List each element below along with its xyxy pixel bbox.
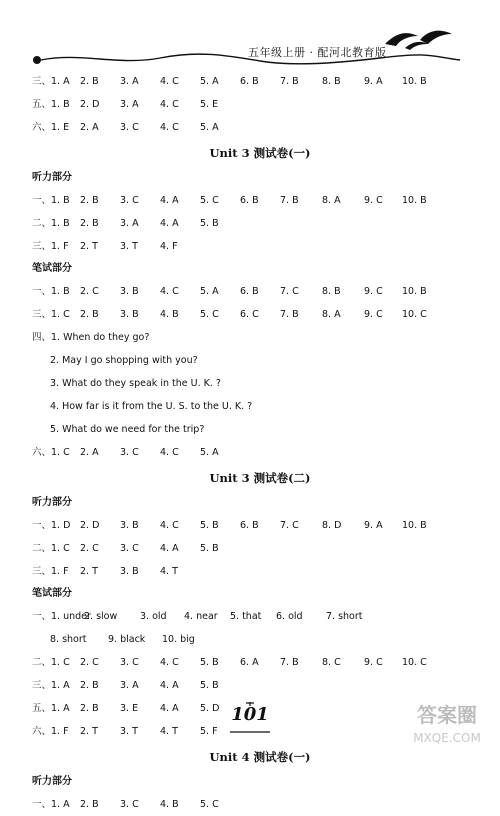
answer-item: 5. C [200, 309, 219, 320]
answer-item: 2. slow [84, 611, 118, 622]
page-header [0, 0, 500, 72]
answer-item: 7. short [326, 611, 363, 622]
answer-item: 4. near [184, 611, 218, 622]
header-title: 五年级上册 · 配河北教育版 [248, 46, 387, 59]
answer-item: 8. D [322, 520, 342, 531]
answer-item: 1. B [51, 99, 70, 110]
question-number: 二、 [32, 218, 52, 229]
answer-row [32, 93, 482, 116]
answer-item: 3. T [120, 241, 138, 252]
answer-item: 4. A [160, 543, 179, 554]
answer-item: 1. A [51, 680, 70, 691]
answer-item: 2. A [80, 122, 99, 133]
answer-item: 5. A [200, 76, 219, 87]
answer-item: 5. B [200, 218, 219, 229]
answer-item: 3. C [120, 195, 139, 206]
question-number: 一、 [32, 799, 52, 810]
answer-item: 1. B [51, 286, 70, 297]
answer-item: 4. T [160, 566, 178, 577]
answer-item: 8. B [322, 286, 341, 297]
answer-item: 2. T [80, 241, 98, 252]
question-number: 五、 [32, 703, 52, 714]
answer-item: 5. C [200, 799, 219, 810]
answer-row [32, 605, 482, 628]
answer-item: 4. A [160, 195, 179, 206]
answer-item: 2. D [80, 520, 100, 531]
svg-text:MXQE.COM: MXQE.COM [413, 731, 481, 745]
answer-item: 2. B [80, 195, 99, 206]
answer-row [32, 303, 482, 326]
question-number: 一、 [32, 520, 52, 531]
answer-row [32, 441, 482, 464]
answer-item: 5. C [200, 195, 219, 206]
answer-item: 5. A [200, 447, 219, 458]
answer-row [32, 674, 482, 697]
bullet-dot-icon [33, 56, 41, 64]
answer-item: 2. C [80, 543, 99, 554]
answer-item: 3. B [120, 566, 139, 577]
question-number: 三、 [32, 241, 52, 252]
answer-item: 9. black [108, 634, 146, 645]
answer-item: 1. C [51, 657, 70, 668]
answer-item: 5. A [200, 122, 219, 133]
answer-item: 4. A [160, 680, 179, 691]
answer-item: 8. A [322, 309, 341, 320]
answer-item: 4. C [160, 286, 179, 297]
answer-row [32, 235, 482, 258]
question-number: 三、 [32, 680, 52, 691]
answer-item: 7. B [280, 657, 299, 668]
answer-item: 5. B [200, 657, 219, 668]
answer-item: 5. D [200, 703, 220, 714]
answer-item: 3. E [120, 703, 139, 714]
answer-sentence: 2. May I go shopping with you? [50, 355, 198, 366]
answer-item: 4. A [160, 703, 179, 714]
answer-item: 6. B [240, 286, 259, 297]
answer-item: 8. C [322, 657, 341, 668]
answer-item: 2. B [80, 680, 99, 691]
answer-item: 10. B [402, 76, 427, 87]
answer-item: 1. C [51, 447, 70, 458]
header-decoration [0, 0, 500, 72]
answer-item: 9. C [364, 657, 383, 668]
answer-item: 4. C [160, 76, 179, 87]
question-number: 三、 [32, 309, 52, 320]
answer-item: 4. C [160, 520, 179, 531]
birds-icon [385, 31, 452, 50]
answer-item: 9. C [364, 286, 383, 297]
answer-row [32, 70, 482, 93]
answer-sentence: 5. What do we need for the trip? [50, 424, 205, 435]
test-title: Unit 3 测试卷(一) [209, 146, 311, 160]
answer-item: 1. C [51, 543, 70, 554]
answer-row [32, 628, 482, 651]
question-number: 一、 [32, 611, 52, 622]
answer-item: 2. B [80, 309, 99, 320]
answer-item: 1. F [51, 566, 69, 577]
answer-item: 7. C [280, 520, 299, 531]
answer-item: 1. D [51, 520, 71, 531]
answer-item: 3. C [120, 543, 139, 554]
answer-item: 2. T [80, 566, 98, 577]
answer-item: 9. A [364, 76, 383, 87]
question-number: 二、 [32, 543, 52, 554]
answer-item: 1. F [51, 241, 69, 252]
test-title: Unit 3 测试卷(二) [209, 471, 311, 485]
answer-item: 10. B [402, 520, 427, 531]
answer-row [32, 537, 482, 560]
question-number: 一、 [32, 286, 52, 297]
question-number: 二、 [32, 657, 52, 668]
question-number: 三、 [32, 566, 52, 577]
answer-item: 3. A [120, 99, 139, 110]
answer-item: 1. E [51, 122, 70, 133]
section-subtitle: 笔试部分 [32, 588, 72, 599]
answer-item: 1. A [51, 76, 70, 87]
answer-item: 3. C [120, 447, 139, 458]
answer-sentence: 四、1. When do they go? [32, 332, 150, 343]
answer-item: 10. B [402, 195, 427, 206]
answer-item: 5. B [200, 680, 219, 691]
answer-row [32, 280, 482, 303]
answer-item: 6. B [240, 520, 259, 531]
answer-item: 10. C [402, 309, 427, 320]
answer-item: 10. C [402, 657, 427, 668]
answer-item: 1. A [51, 703, 70, 714]
answer-item: 5. A [200, 286, 219, 297]
answer-item: 1. F [51, 726, 69, 737]
answer-item: 4. B [160, 799, 179, 810]
answer-item: 6. B [240, 195, 259, 206]
question-number: 一、 [32, 195, 52, 206]
answer-item: 3. B [120, 309, 139, 320]
answer-item: 7. B [280, 76, 299, 87]
answer-row [32, 514, 482, 537]
answer-item: 3. old [140, 611, 167, 622]
answer-item: 4. C [160, 657, 179, 668]
answer-item: 1. A [51, 799, 70, 810]
answer-item: 3. C [120, 799, 139, 810]
answer-item: 7. C [280, 286, 299, 297]
answer-item: 5. that [230, 611, 262, 622]
question-number: 五、 [32, 99, 52, 110]
answer-item: 2. A [80, 447, 99, 458]
answer-item: 6. C [240, 309, 259, 320]
answer-item: 1. under [51, 611, 91, 622]
answer-item: 9. C [364, 309, 383, 320]
answer-item: 3. B [120, 520, 139, 531]
answer-item: 4. C [160, 447, 179, 458]
answer-item: 4. T [160, 726, 178, 737]
answer-item: 2. T [80, 726, 98, 737]
answer-row [32, 560, 482, 583]
answer-row [32, 212, 482, 235]
watermark-logo [402, 698, 492, 748]
section-subtitle: 听力部分 [32, 497, 72, 508]
answer-item: 2. B [80, 76, 99, 87]
answer-row [32, 793, 482, 816]
page-number: 101 [231, 704, 269, 725]
answer-item: 9. A [364, 520, 383, 531]
answer-item: 3. C [120, 657, 139, 668]
answer-item: 5. B [200, 543, 219, 554]
answer-item: 6. old [276, 611, 303, 622]
answer-item: 4. B [160, 309, 179, 320]
page-number-frame [224, 700, 276, 734]
answer-item: 6. B [240, 76, 259, 87]
answer-item: 2. B [80, 799, 99, 810]
question-number: 六、 [32, 447, 52, 458]
svg-text:答案圈: 答案圈 [417, 703, 477, 727]
answer-item: 8. A [322, 195, 341, 206]
answer-item: 6. A [240, 657, 259, 668]
answer-sentence: 4. How far is it from the U. S. to the U. K. ? [50, 401, 253, 412]
section-subtitle: 听力部分 [32, 172, 72, 183]
answer-item: 9. C [364, 195, 383, 206]
answer-item: 1. C [51, 309, 70, 320]
answer-item: 2. B [80, 703, 99, 714]
answer-item: 1. B [51, 218, 70, 229]
question-number: 三、 [32, 76, 52, 87]
answer-item: 2. C [80, 657, 99, 668]
answer-item: 3. T [120, 726, 138, 737]
answer-item: 4. C [160, 99, 179, 110]
answer-item: 3. A [120, 680, 139, 691]
answer-item: 10. big [162, 634, 195, 645]
answer-item: 3. A [120, 76, 139, 87]
answer-item: 7. B [280, 309, 299, 320]
answer-item: 4. C [160, 122, 179, 133]
answer-item: 3. B [120, 286, 139, 297]
section-subtitle: 笔试部分 [32, 263, 72, 274]
answer-row [32, 116, 482, 139]
answer-item: 2. C [80, 286, 99, 297]
test-title: Unit 4 测试卷(一) [209, 750, 311, 764]
answer-item: 8. short [50, 634, 87, 645]
answer-item: 7. B [280, 195, 299, 206]
answer-sentence: 3. What do they speak in the U. K. ? [50, 378, 221, 389]
answer-item: 5. F [200, 726, 218, 737]
section-subtitle: 听力部分 [32, 776, 72, 787]
answer-row [32, 651, 482, 674]
answer-item: 4. F [160, 241, 178, 252]
question-number: 六、 [32, 122, 52, 133]
answer-item: 8. B [322, 76, 341, 87]
answer-item: 1. B [51, 195, 70, 206]
answer-item: 10. B [402, 286, 427, 297]
answer-item: 5. E [200, 99, 219, 110]
answer-item: 2. B [80, 218, 99, 229]
answer-row [32, 189, 482, 212]
answer-item: 3. A [120, 218, 139, 229]
answer-item: 5. B [200, 520, 219, 531]
question-number: 六、 [32, 726, 52, 737]
answer-item: 3. C [120, 122, 139, 133]
answer-item: 4. A [160, 218, 179, 229]
answer-item: 2. D [80, 99, 100, 110]
